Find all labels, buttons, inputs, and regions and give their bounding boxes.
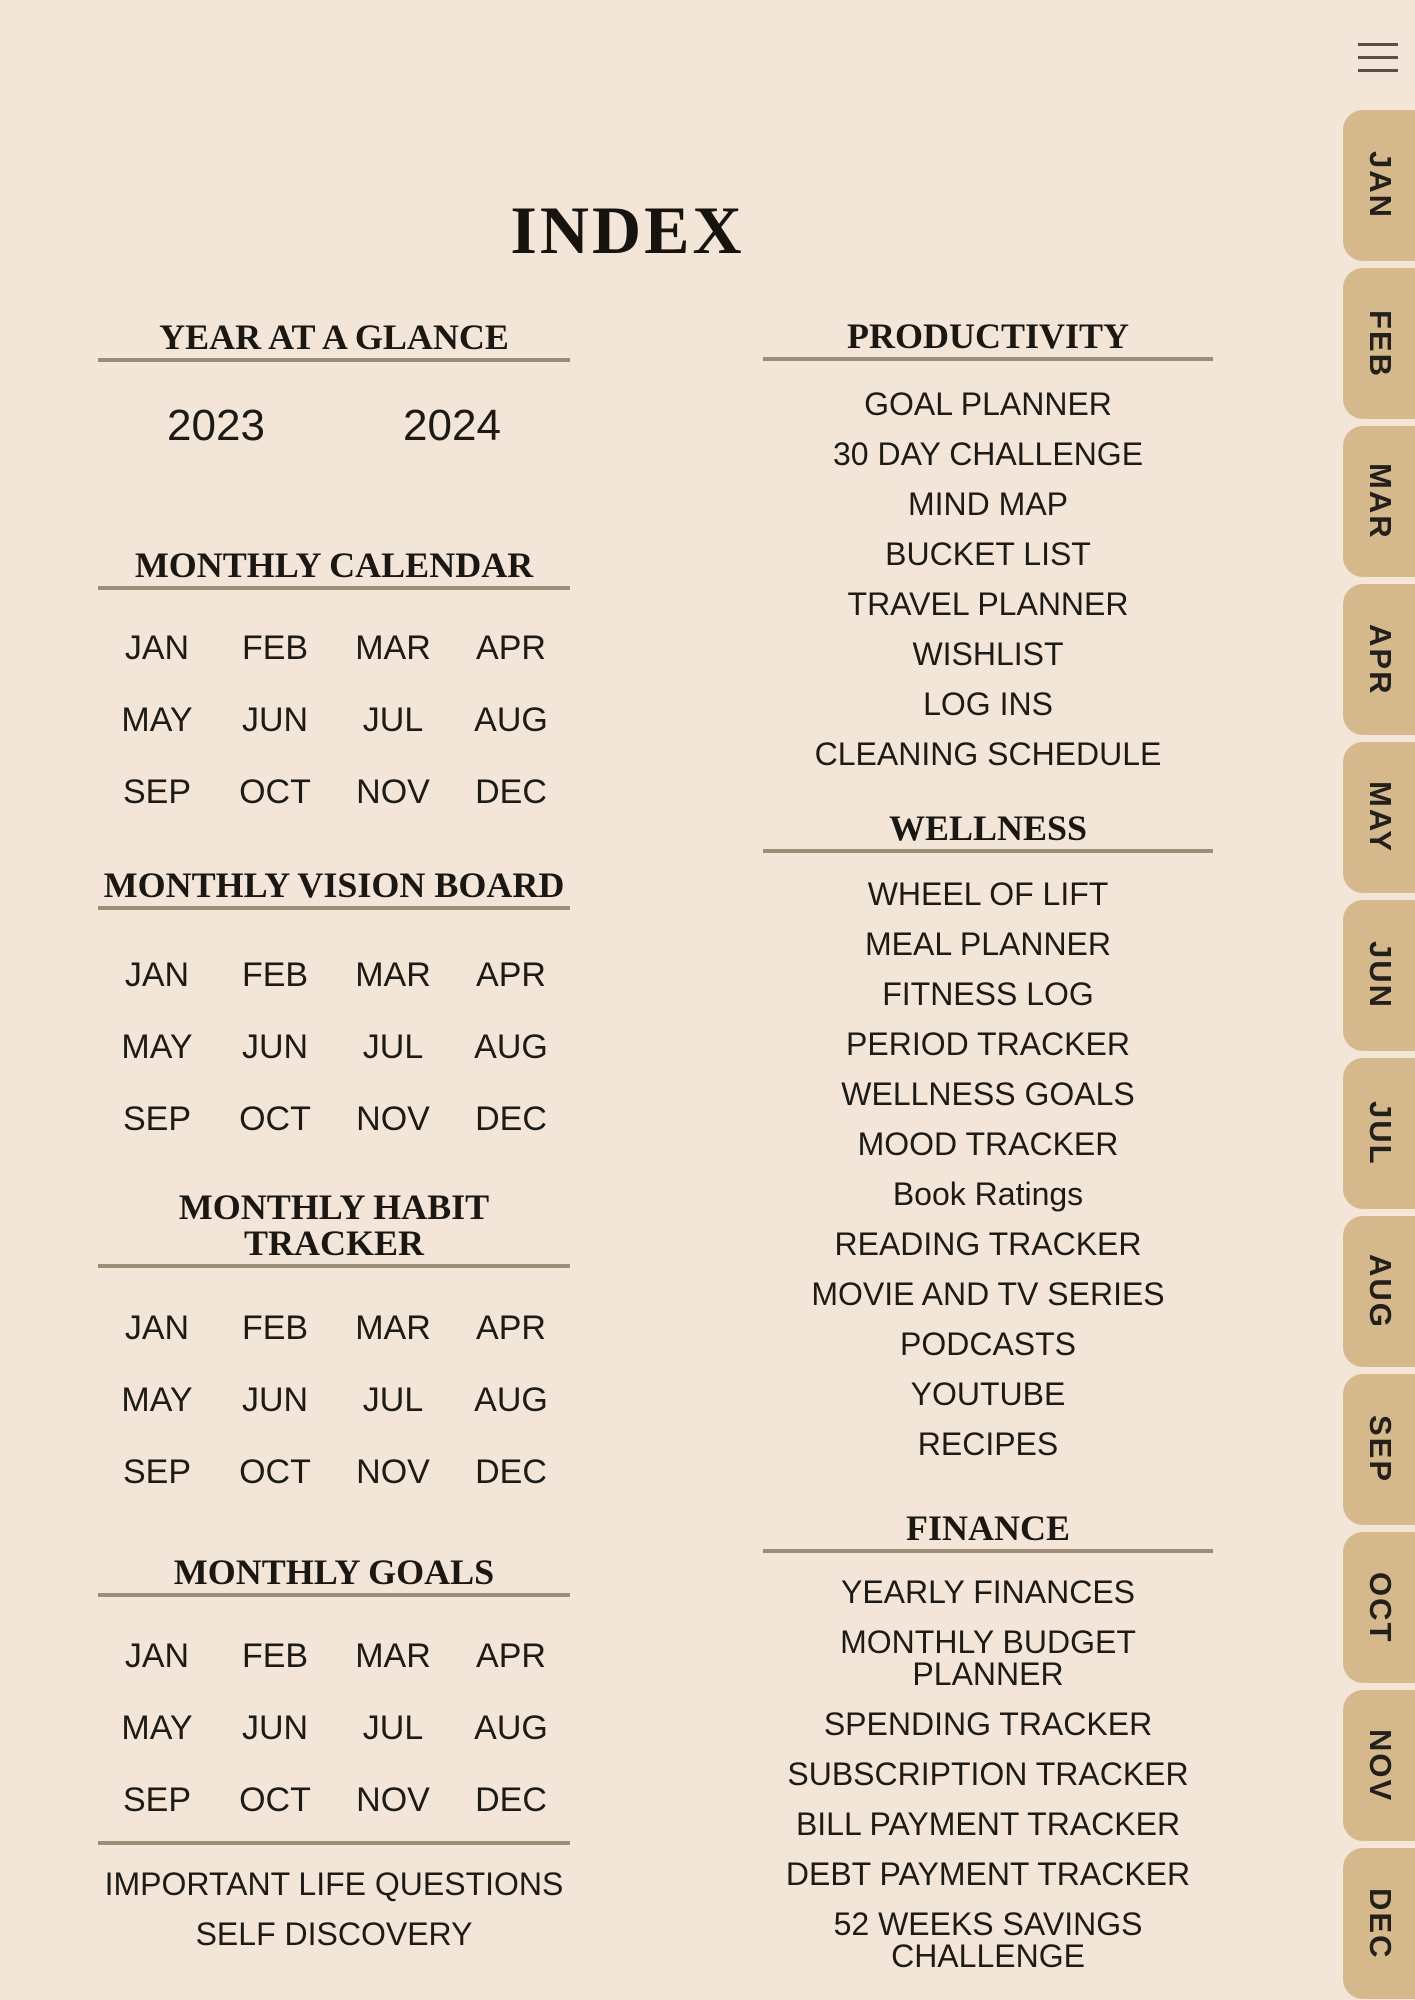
month-link[interactable]: AUG: [474, 1028, 548, 1066]
tab-label: APR: [1363, 623, 1398, 696]
link-important-life-questions[interactable]: IMPORTANT LIFE QUESTIONS: [104, 1866, 564, 1902]
link-recipes[interactable]: RECIPES: [917, 1426, 1059, 1462]
section-title: MONTHLY VISION BOARD: [103, 865, 565, 905]
month-tab-rail: [1343, 110, 1415, 1999]
tab-jun[interactable]: [1343, 900, 1415, 1051]
link-30-day-challenge[interactable]: 30 DAY CHALLENGE: [832, 436, 1144, 472]
tab-jul[interactable]: [1343, 1058, 1415, 1209]
year-link-2023[interactable]: 2023: [167, 401, 265, 450]
finance-list: [763, 1576, 1213, 1972]
link-wishlist[interactable]: WISHLIST: [912, 636, 1064, 672]
tab-mar[interactable]: [1343, 426, 1415, 577]
tab-label: DEC: [1363, 1887, 1398, 1960]
section-underline: [98, 906, 570, 910]
section-underline: [763, 849, 1213, 853]
tab-oct[interactable]: [1343, 1532, 1415, 1683]
month-link[interactable]: AUG: [474, 701, 548, 739]
tab-label: SEP: [1363, 1415, 1398, 1484]
month-link[interactable]: MAY: [121, 701, 193, 739]
menu-button[interactable]: [1358, 43, 1398, 73]
link-wellness-goals[interactable]: WELLNESS GOALS: [841, 1076, 1135, 1112]
section-productivity: [763, 318, 1213, 770]
month-link[interactable]: SEP: [122, 1100, 192, 1138]
tab-label: JAN: [1363, 151, 1398, 220]
month-link[interactable]: OCT: [239, 1453, 311, 1491]
month-link[interactable]: NOV: [356, 1100, 430, 1138]
tab-label: JUN: [1363, 941, 1398, 1010]
section-monthly-vision-board: [98, 867, 570, 1136]
section-title: PRODUCTIVITY: [846, 316, 1130, 356]
month-link[interactable]: DEC: [475, 1781, 547, 1819]
link-goal-planner[interactable]: GOAL PLANNER: [864, 386, 1112, 422]
link-bill-payment-tracker[interactable]: BILL PAYMENT TRACKER: [795, 1806, 1181, 1842]
month-link[interactable]: MAR: [355, 629, 431, 667]
section-monthly-habit-tracker: [98, 1189, 570, 1489]
monthly-vision-board-grid: [98, 958, 570, 1136]
tab-feb[interactable]: [1343, 268, 1415, 419]
month-row: [98, 1783, 570, 1817]
section-underline: [98, 1264, 570, 1268]
month-link[interactable]: MAR: [355, 1309, 431, 1347]
hamburger-icon: [1358, 56, 1398, 59]
month-link[interactable]: AUG: [474, 1709, 548, 1747]
month-link[interactable]: MAY: [121, 1709, 193, 1747]
link-youtube[interactable]: YOUTUBE: [910, 1376, 1066, 1412]
month-link[interactable]: MAR: [355, 1637, 431, 1675]
tab-sep[interactable]: [1343, 1374, 1415, 1525]
link-cleaning-schedule[interactable]: CLEANING SCHEDULE: [814, 736, 1162, 772]
hamburger-icon: [1358, 69, 1398, 72]
section-underline: [763, 357, 1213, 361]
section-wellness: [763, 810, 1213, 1460]
month-link[interactable]: APR: [476, 629, 546, 667]
tab-apr[interactable]: [1343, 584, 1415, 735]
link-subscription-tracker[interactable]: SUBSCRIPTION TRACKER: [787, 1756, 1189, 1792]
month-row: [98, 703, 570, 737]
month-link[interactable]: JUN: [241, 701, 309, 739]
years-row: [98, 401, 570, 450]
section-monthly-goals: [98, 1554, 570, 1817]
monthly-calendar-grid: [98, 631, 570, 809]
month-row: [98, 1639, 570, 1673]
hamburger-icon: [1358, 43, 1398, 46]
month-link[interactable]: APR: [476, 956, 546, 994]
section-title: YEAR AT A GLANCE: [159, 317, 509, 357]
month-link[interactable]: JUL: [362, 1709, 424, 1747]
monthly-goals-grid: [98, 1639, 570, 1817]
section-title: FINANCE: [905, 1508, 1070, 1548]
section-year-at-a-glance: [98, 319, 570, 448]
month-link[interactable]: APR: [476, 1637, 546, 1675]
link-log-ins[interactable]: LOG INS: [923, 686, 1053, 722]
month-link[interactable]: SEP: [122, 1453, 192, 1491]
link-period-tracker[interactable]: PERIOD TRACKER: [846, 1026, 1130, 1062]
month-row: [98, 1383, 570, 1417]
month-link[interactable]: JUL: [362, 1028, 424, 1066]
link-debt-payment-tracker[interactable]: DEBT PAYMENT TRACKER: [785, 1856, 1191, 1892]
section-underline: [98, 586, 570, 590]
section-title: WELLNESS: [888, 808, 1088, 848]
month-row: [98, 631, 570, 665]
bottom-divider: [98, 1841, 570, 1845]
month-row: [98, 1030, 570, 1064]
month-link[interactable]: DEC: [475, 773, 547, 811]
right-column: [763, 0, 1213, 1972]
month-link[interactable]: APR: [476, 1309, 546, 1347]
month-row: [98, 1455, 570, 1489]
month-link[interactable]: DEC: [475, 1453, 547, 1491]
section-title: MONTHLY CALENDAR: [134, 545, 534, 585]
month-link[interactable]: JUN: [241, 1381, 309, 1419]
month-link[interactable]: MAY: [121, 1381, 193, 1419]
month-row: [98, 775, 570, 809]
month-link[interactable]: JUL: [362, 1381, 424, 1419]
month-link[interactable]: FEB: [241, 1309, 309, 1347]
month-link[interactable]: JUL: [362, 701, 424, 739]
month-link[interactable]: JAN: [124, 956, 190, 994]
link-spending-tracker[interactable]: SPENDING TRACKER: [823, 1706, 1153, 1742]
month-link[interactable]: MAR: [355, 956, 431, 994]
wellness-list: [763, 878, 1213, 1460]
link-52-weeks-savings-challenge[interactable]: 52 WEEKS SAVINGS CHALLENGE: [833, 1906, 1143, 1974]
section-title: MONTHLY GOALS: [173, 1552, 495, 1592]
tab-label: JUL: [1363, 1101, 1398, 1166]
link-movie-and-tv-series[interactable]: MOVIE AND TV SERIES: [811, 1276, 1165, 1312]
link-book-ratings[interactable]: Book Ratings: [892, 1176, 1084, 1212]
link-yearly-finances[interactable]: YEARLY FINANCES: [840, 1574, 1135, 1610]
productivity-list: [763, 388, 1213, 770]
tab-dec[interactable]: [1343, 1848, 1415, 1999]
tab-may[interactable]: [1343, 742, 1415, 893]
month-link[interactable]: JAN: [124, 1309, 190, 1347]
month-link[interactable]: JAN: [124, 1637, 190, 1675]
tab-label: MAR: [1363, 463, 1398, 540]
month-row: [98, 1311, 570, 1345]
tab-nov[interactable]: [1343, 1690, 1415, 1841]
month-link[interactable]: JUN: [241, 1028, 309, 1066]
month-link[interactable]: MAY: [121, 1028, 193, 1066]
tab-aug[interactable]: [1343, 1216, 1415, 1367]
tab-label: AUG: [1363, 1254, 1398, 1329]
month-row: [98, 958, 570, 992]
month-link[interactable]: SEP: [122, 773, 192, 811]
month-row: [98, 1102, 570, 1136]
month-link[interactable]: JAN: [124, 629, 190, 667]
monthly-habit-tracker-grid: [98, 1311, 570, 1489]
month-link[interactable]: NOV: [356, 773, 430, 811]
link-reading-tracker[interactable]: READING TRACKER: [834, 1226, 1142, 1262]
month-link[interactable]: OCT: [239, 773, 311, 811]
month-link[interactable]: NOV: [356, 1781, 430, 1819]
link-travel-planner[interactable]: TRAVEL PLANNER: [847, 586, 1129, 622]
month-link[interactable]: FEB: [241, 1637, 309, 1675]
section-title: MONTHLY HABIT TRACKER: [178, 1187, 490, 1263]
link-fitness-log[interactable]: FITNESS LOG: [882, 976, 1094, 1012]
month-link[interactable]: OCT: [239, 1781, 311, 1819]
month-link[interactable]: AUG: [474, 1381, 548, 1419]
link-bucket-list[interactable]: BUCKET LIST: [885, 536, 1091, 572]
page-title: INDEX: [510, 191, 745, 268]
link-self-discovery[interactable]: SELF DISCOVERY: [195, 1916, 473, 1952]
tab-label: FEB: [1363, 309, 1398, 378]
year-link-2024[interactable]: 2024: [403, 401, 501, 450]
month-link[interactable]: NOV: [356, 1453, 430, 1491]
link-monthly-budget-planner[interactable]: MONTHLY BUDGET PLANNER: [840, 1624, 1136, 1692]
month-link[interactable]: SEP: [122, 1781, 192, 1819]
link-podcasts[interactable]: PODCASTS: [899, 1326, 1077, 1362]
section-underline: [763, 1549, 1213, 1553]
month-link[interactable]: FEB: [241, 629, 309, 667]
link-meal-planner[interactable]: MEAL PLANNER: [865, 926, 1111, 962]
section-finance: [763, 1510, 1213, 1972]
link-mood-tracker[interactable]: MOOD TRACKER: [857, 1126, 1119, 1162]
month-link[interactable]: DEC: [475, 1100, 547, 1138]
link-wheel-of-life[interactable]: WHEEL OF LIFT: [867, 876, 1109, 912]
tab-label: NOV: [1363, 1728, 1398, 1803]
section-monthly-calendar: [98, 547, 570, 809]
month-link[interactable]: OCT: [239, 1100, 311, 1138]
tab-jan[interactable]: [1343, 110, 1415, 261]
tab-label: MAY: [1363, 781, 1398, 854]
month-row: [98, 1711, 570, 1745]
month-link[interactable]: JUN: [241, 1709, 309, 1747]
month-link[interactable]: FEB: [241, 956, 309, 994]
tab-label: OCT: [1363, 1571, 1398, 1644]
section-underline: [98, 358, 570, 362]
left-column: [98, 0, 570, 1950]
section-underline: [98, 1593, 570, 1597]
link-mind-map[interactable]: MIND MAP: [908, 486, 1068, 522]
